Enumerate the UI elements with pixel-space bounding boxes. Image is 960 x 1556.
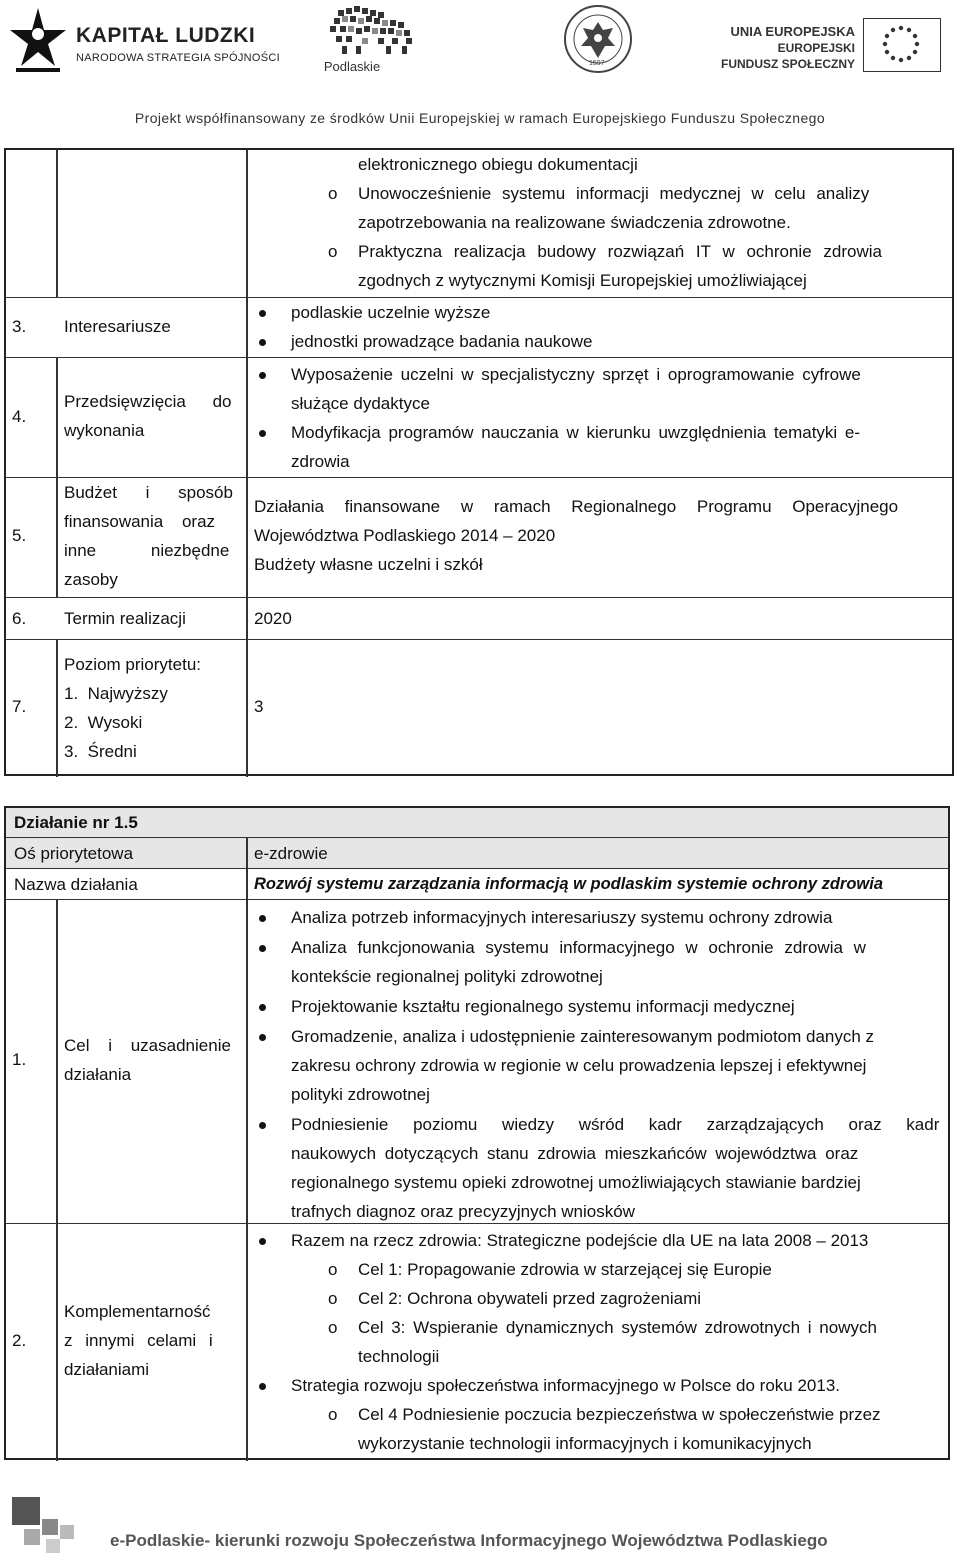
goal-item: Podniesienie poziomu wiedzy wśród kadr zarządzających oraz kadr bbox=[291, 1115, 940, 1134]
priority-option: 3. Średni bbox=[64, 742, 137, 761]
kapital-ludzki-logo bbox=[8, 6, 280, 76]
complementarity-item: Razem na rzecz zdrowia: Strategiczne podejście dla UE na lata 2008 – 2013 bbox=[291, 1231, 869, 1250]
kapital-ludzki-star-icon bbox=[8, 6, 68, 78]
priority-option: 1. Najwyższy bbox=[64, 684, 168, 703]
bialystok-seal bbox=[563, 4, 633, 74]
goal-item-cont: trafnych diagnoz oraz precyzyjnych wniosków bbox=[291, 1202, 635, 1221]
table-row-complementarity bbox=[6, 1223, 948, 1461]
bullet-icon bbox=[259, 1122, 266, 1129]
table-row-budget bbox=[6, 477, 952, 598]
complementarity-subitem: Cel 1: Propagowanie zdrowia w starzejącej się Europie bbox=[358, 1260, 772, 1279]
list-marker: o bbox=[328, 1318, 338, 1337]
goal-item-cont: zakresu ochrony zdrowia w regionie w celu prowadzenia lepszej i efektywnej bbox=[291, 1056, 867, 1075]
goal-item: Analiza funkcjonowania systemu informacyjnego w ochronie zdrowia w bbox=[291, 938, 866, 957]
eu-line-2: EUROPEJSKI bbox=[777, 41, 855, 55]
complementarity-subitem: Cel 4 Podniesienie poczucia bezpieczeństwa w społeczeństwie przez bbox=[358, 1405, 881, 1424]
bullet-icon bbox=[259, 430, 266, 437]
cont-line-5: zgodnych z wytycznymi Komisji Europejskiej umożliwiającej bbox=[358, 271, 807, 290]
action-table-1-5 bbox=[4, 806, 950, 1460]
row-label-cont: działania bbox=[64, 1065, 132, 1084]
bullet-icon bbox=[259, 945, 266, 952]
table-row-deadline bbox=[6, 597, 952, 640]
undertaking-item-cont: służące dydaktyce bbox=[291, 394, 430, 413]
table-row-undertakings bbox=[6, 357, 952, 478]
eu-logo bbox=[720, 18, 945, 74]
priority-value: 3 bbox=[254, 697, 264, 716]
row-number: 5. bbox=[12, 526, 27, 545]
bison-icon bbox=[322, 6, 432, 58]
cont-line-4: Praktyczna realizacja budowy rozwiązań IT w ochronie zdrowia bbox=[358, 242, 882, 261]
complementarity-item: Strategia rozwoju społeczeństwa informacyjnego w Polsce do roku 2013. bbox=[291, 1376, 841, 1395]
cont-line-1: elektronicznego obiegu dokumentacji bbox=[358, 155, 638, 174]
bullet-icon bbox=[259, 915, 266, 922]
bullet-icon bbox=[259, 1034, 266, 1041]
cont-line-3: zapotrzebowania na realizowane świadczenia zdrowotne. bbox=[358, 213, 791, 232]
row-label-cont: z innymi celami i bbox=[64, 1331, 213, 1350]
podlaskie-logo bbox=[322, 6, 432, 76]
stakeholder-item: podlaskie uczelnie wyższe bbox=[291, 303, 491, 322]
list-marker: o bbox=[328, 1260, 338, 1279]
action-table-continued bbox=[4, 148, 954, 776]
bullet-icon bbox=[259, 310, 266, 317]
table-row-action-name bbox=[6, 868, 948, 900]
row-number: 3. bbox=[12, 317, 27, 336]
priority-option: 2. Wysoki bbox=[64, 713, 143, 732]
list-marker: o bbox=[328, 1405, 338, 1424]
goal-item: Projektowanie kształtu regionalnego systemu informacji medycznej bbox=[291, 997, 795, 1016]
row-label: Oś priorytetowa bbox=[14, 844, 134, 863]
row-label-cont: wykonania bbox=[64, 421, 145, 440]
complementarity-subitem: Cel 3: Wspieranie dynamicznych systemów zdrowotnych i nowych bbox=[358, 1318, 877, 1337]
complementarity-subitem: Cel 2: Ochrona obywateli przed zagrożeniami bbox=[358, 1289, 702, 1308]
cont-line-2: Unowocześnienie systemu informacji medycznej w celu analizy bbox=[358, 184, 870, 203]
table-row-priority bbox=[6, 639, 952, 777]
bullet-icon bbox=[259, 1004, 266, 1011]
project-cofinancing-line: Projekt współfinansowany ze środków Unii Europejskiej w ramach Europejskiego Funduszu Społecznego bbox=[134, 110, 826, 126]
page-footer bbox=[0, 1495, 960, 1556]
row-label-cont: finansowania oraz bbox=[64, 512, 216, 531]
deadline-value: 2020 bbox=[254, 609, 292, 628]
eu-line-1: UNIA EUROPEJSKA bbox=[730, 24, 855, 39]
row-label: Budżet i sposób bbox=[64, 483, 233, 502]
axis-value: e-zdrowie bbox=[254, 844, 328, 863]
table-row-stakeholders bbox=[6, 297, 952, 358]
list-marker: o bbox=[328, 242, 338, 261]
table-row-axis bbox=[6, 837, 948, 869]
row-label: Termin realizacji bbox=[64, 609, 186, 628]
bullet-icon bbox=[259, 339, 266, 346]
bullet-icon bbox=[259, 1238, 266, 1245]
eu-stars-icon bbox=[864, 19, 939, 70]
row-number: 4. bbox=[12, 407, 27, 426]
kapital-ludzki-title: KAPITAŁ LUDZKI bbox=[76, 24, 256, 47]
eu-line-3: FUNDUSZ SPOŁECZNY bbox=[720, 57, 855, 71]
row-number: 7. bbox=[12, 697, 27, 716]
goal-item: Analiza potrzeb informacyjnych interesariuszy systemu ochrony zdrowia bbox=[291, 908, 833, 927]
goal-item-cont: kontekście regionalnej polityki zdrowotnej bbox=[291, 967, 603, 986]
row-label-cont: działaniami bbox=[64, 1360, 150, 1379]
goal-item-cont: polityki zdrowotnej bbox=[291, 1085, 430, 1104]
table-row-continuation bbox=[6, 150, 952, 297]
complementarity-subitem-cont: technologii bbox=[358, 1347, 440, 1366]
undertaking-item: Wyposażenie uczelni w specjalistyczny sprzęt i oprogramowanie cyfrowe bbox=[291, 365, 861, 384]
action-name-value: Rozwój systemu zarządzania informacją w podlaskim systemie ochrony zdrowia bbox=[254, 875, 884, 893]
eu-flag bbox=[863, 18, 941, 72]
podlaskie-label: Podlaskie bbox=[323, 59, 381, 74]
budget-text: Działania finansowane w ramach Regionalnego Programu Operacyjnego bbox=[254, 497, 899, 516]
row-label: Cel i uzasadnienie bbox=[64, 1036, 231, 1055]
undertaking-item: Modyfikacja programów nauczania w kierunku uwzględnienia tematyki e- bbox=[291, 423, 861, 442]
table-title-row bbox=[6, 808, 948, 837]
row-number: 6. bbox=[12, 609, 27, 628]
stakeholder-item: jednostki prowadzące badania naukowe bbox=[291, 332, 593, 351]
row-label: Komplementarność bbox=[64, 1302, 211, 1321]
budget-text-cont: Województwa Podlaskiego 2014 – 2020 bbox=[254, 526, 556, 545]
row-number: 1. bbox=[12, 1050, 27, 1069]
bullet-icon bbox=[259, 1383, 266, 1390]
row-label-cont: inne niezbędne bbox=[64, 541, 230, 560]
row-number: 2. bbox=[12, 1331, 27, 1350]
eu-logo-text bbox=[721, 24, 855, 72]
table-row-goal bbox=[6, 899, 948, 1224]
goal-item-cont: regionalnego systemu opieki zdrowotnej umożliwiających stawianie bardziej bbox=[291, 1173, 861, 1192]
list-marker: o bbox=[328, 184, 338, 203]
bullet-icon bbox=[259, 372, 266, 379]
row-label: Przedsięwzięcia do bbox=[64, 392, 232, 411]
row-label: Interesariusze bbox=[64, 317, 171, 336]
row-label: Nazwa działania bbox=[14, 875, 138, 894]
row-label: Poziom priorytetu: bbox=[64, 655, 201, 674]
action-title: Działanie nr 1.5 bbox=[14, 813, 138, 832]
complementarity-subitem-cont: wykorzystanie technologii informacyjnych i komunikacyjnych bbox=[358, 1434, 812, 1453]
goal-item: Gromadzenie, analiza i udostępnienie zainteresowanym podmiotom danych z bbox=[291, 1027, 875, 1046]
footer-title: e-Podlaskie- kierunki rozwoju Społeczeństwa Informacyjnego Województwa Podlaskiego bbox=[110, 1531, 828, 1550]
seal-year: 1597 bbox=[589, 60, 605, 67]
budget-text-2: Budżety własne uczelni i szkół bbox=[254, 555, 483, 574]
goal-item-cont: naukowych dotyczących stanu zdrowia mieszkańców województwa oraz bbox=[291, 1144, 859, 1163]
kapital-ludzki-subtitle: NARODOWA STRATEGIA SPÓJNOŚCI bbox=[76, 52, 280, 64]
row-label-cont: zasoby bbox=[64, 570, 118, 589]
undertaking-item-cont: zdrowia bbox=[291, 452, 350, 471]
footer-squares-icon bbox=[10, 1495, 90, 1556]
page-header bbox=[0, 0, 960, 135]
list-marker: o bbox=[328, 1289, 338, 1308]
